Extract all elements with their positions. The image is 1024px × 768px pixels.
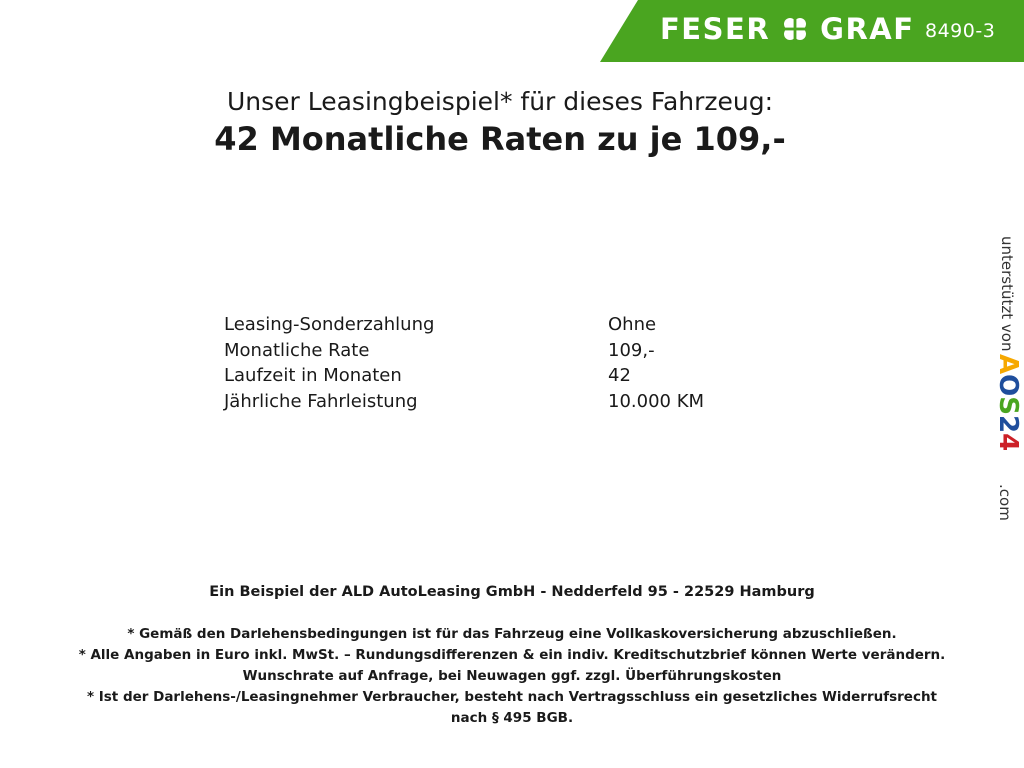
title-block bbox=[0, 86, 1000, 161]
document-number: 8490-3 bbox=[925, 20, 996, 42]
footer-note: * Ist der Darlehens-/Leasingnehmer Verbraucher, besteht nach Vertragsschluss ein gesetzliches Widerrufsrecht bbox=[86, 688, 938, 705]
sidebar-supported-by-label: unterstützt von bbox=[998, 236, 1016, 352]
aos24-logo-char-s: S bbox=[993, 396, 1023, 415]
aos24-logo-char-a: A bbox=[993, 354, 1023, 375]
footer-note: Wunschrate auf Anfrage, bei Neuwagen ggf. zzgl. Überführungskosten bbox=[242, 667, 782, 684]
table-row bbox=[224, 312, 784, 338]
detail-label: Monatliche Rate bbox=[224, 339, 370, 361]
detail-value: 109,- bbox=[608, 339, 655, 361]
table-row bbox=[224, 363, 784, 389]
brand-logo bbox=[660, 12, 915, 46]
footer-note: nach § 495 BGB. bbox=[450, 709, 574, 726]
detail-label: Jährliche Fahrleistung bbox=[224, 390, 418, 412]
brand-name-graf: GRAF bbox=[820, 12, 915, 46]
table-row bbox=[224, 338, 784, 364]
brand-name-feser: FESER bbox=[660, 12, 771, 46]
table-row bbox=[224, 389, 784, 415]
detail-value: 10.000 KM bbox=[608, 390, 705, 412]
page-subtitle: Unser Leasingbeispiel* für dieses Fahrzeug: bbox=[226, 87, 774, 116]
leasing-details-table bbox=[224, 312, 784, 414]
clover-icon bbox=[780, 14, 810, 44]
aos24-domain-suffix: .com bbox=[996, 484, 1014, 521]
sidebar-partner-credit bbox=[994, 236, 1022, 556]
aos24-logo bbox=[994, 354, 1022, 451]
footer-note: * Alle Angaben in Euro inkl. MwSt. – Rundungsdifferenzen & ein indiv. Kreditschutzbrief können Werte verändern. bbox=[78, 646, 946, 663]
page-header bbox=[0, 0, 1024, 62]
aos24-logo-char-o: O bbox=[993, 374, 1023, 397]
aos24-logo-char-2: 2 bbox=[993, 414, 1023, 434]
footer-note: * Gemäß den Darlehensbedingungen ist für das Fahrzeug eine Vollkaskoversicherung abzuschließen. bbox=[127, 625, 897, 642]
footer-provider-line: Ein Beispiel der ALD AutoLeasing GmbH - Nedderfeld 95 - 22529 Hamburg bbox=[209, 584, 815, 600]
footer-legal-notes bbox=[0, 624, 1024, 729]
page-title: 42 Monatliche Raten zu je 109,- bbox=[214, 120, 786, 159]
page-footer bbox=[0, 583, 1024, 728]
detail-label: Laufzeit in Monaten bbox=[224, 365, 402, 386]
detail-value: Ohne bbox=[608, 314, 657, 335]
detail-label: Leasing-Sonderzahlung bbox=[224, 314, 435, 335]
detail-value: 42 bbox=[608, 365, 631, 386]
aos24-logo-char-4: 4 bbox=[993, 433, 1023, 452]
